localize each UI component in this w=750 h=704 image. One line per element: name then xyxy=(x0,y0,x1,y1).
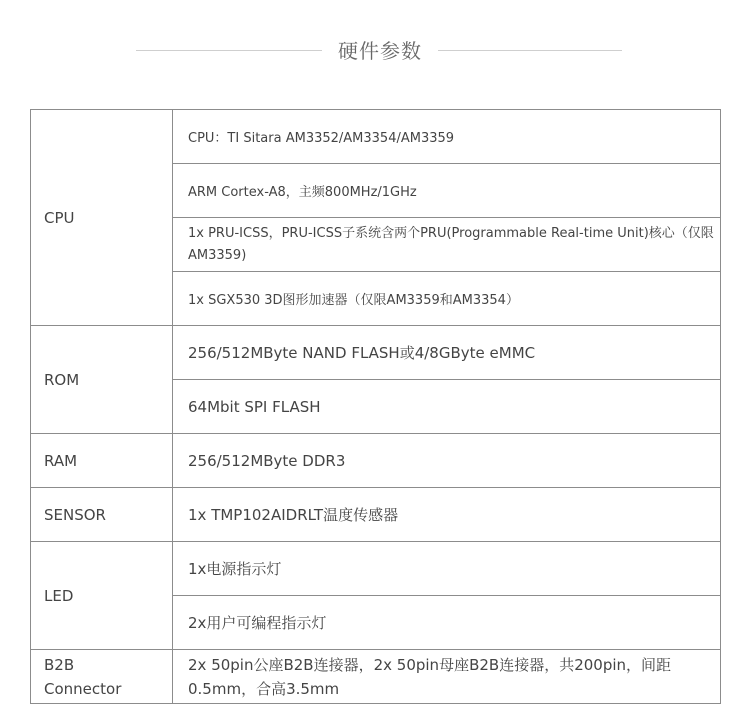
table-row xyxy=(31,488,721,542)
category-cpu: CPU xyxy=(31,110,173,326)
category-led: LED xyxy=(31,542,173,650)
spec-b2b: 2x 50pin公座B2B连接器，2x 50pin母座B2B连接器，共200pin，间距0.5mm，合高3.5mm xyxy=(173,650,721,704)
category-rom: ROM xyxy=(31,326,173,434)
header-divider-left xyxy=(136,50,322,51)
category-b2b xyxy=(31,650,173,704)
table-row xyxy=(31,542,721,596)
category-b2b-line1: B2B xyxy=(44,655,75,674)
hardware-params-table xyxy=(30,109,721,704)
spec-sensor: 1x TMP102AIDRLT温度传感器 xyxy=(173,488,721,542)
spec-rom-spi: 64Mbit SPI FLASH xyxy=(173,380,721,434)
category-sensor: SENSOR xyxy=(31,488,173,542)
spec-cpu-gpu: 1x SGX530 3D图形加速器（仅限AM3359和AM3354） xyxy=(173,272,721,326)
header-divider-right xyxy=(438,50,622,51)
spec-cpu-model: CPU：TI Sitara AM3352/AM3354/AM3359 xyxy=(173,110,721,164)
table-row xyxy=(31,650,721,704)
spec-rom-flash: 256/512MByte NAND FLASH或4/8GByte eMMC xyxy=(173,326,721,380)
table-row xyxy=(31,326,721,380)
table-row xyxy=(31,110,721,164)
spec-cpu-pru: 1x PRU-ICSS，PRU-ICSS子系统含两个PRU(Programmable Real-time Unit)核心（仅限AM3359) xyxy=(173,218,721,272)
spec-led-power: 1x电源指示灯 xyxy=(173,542,721,596)
section-header xyxy=(0,36,750,66)
section-title: 硬件参数 xyxy=(338,39,422,63)
table-row xyxy=(31,434,721,488)
spec-cpu-core: ARM Cortex-A8，主频800MHz/1GHz xyxy=(173,164,721,218)
category-ram: RAM xyxy=(31,434,173,488)
spec-led-user: 2x用户可编程指示灯 xyxy=(173,596,721,650)
spec-ram: 256/512MByte DDR3 xyxy=(173,434,721,488)
category-b2b-line2: Connector xyxy=(44,679,122,698)
